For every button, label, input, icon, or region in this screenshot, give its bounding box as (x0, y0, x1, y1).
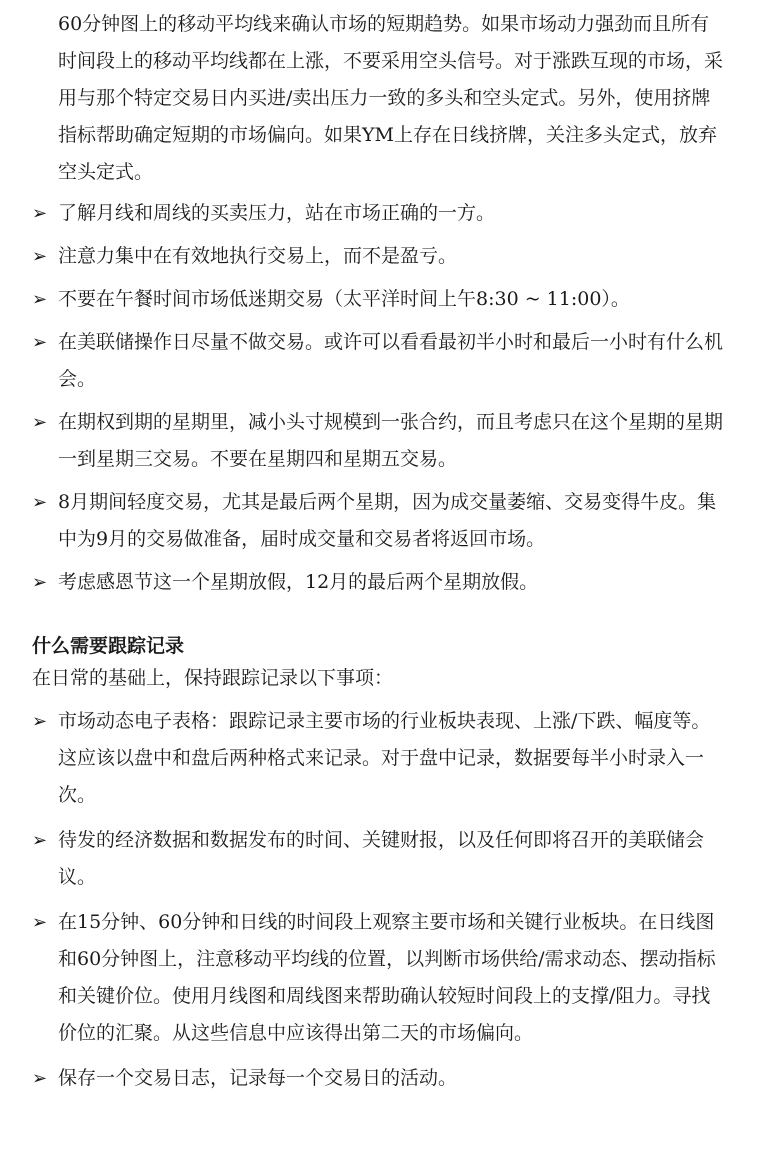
list-item-text: 考虑感恩节这一个星期放假，12月的最后两个星期放假。 (58, 571, 539, 593)
list-item-text: 保存一个交易日志，记录每一个交易日的活动。 (58, 1067, 458, 1089)
arrow-bullet-icon: ➢ (32, 711, 48, 732)
arrow-bullet-icon: ➢ (32, 246, 48, 267)
list-item-text: 注意力集中在有效地执行交易上，而不是盈亏。 (58, 245, 458, 267)
arrow-bullet-icon: ➢ (32, 289, 48, 310)
arrow-bullet-icon: ➢ (32, 412, 48, 433)
list-item (32, 564, 728, 601)
arrow-bullet-icon: ➢ (32, 1068, 48, 1089)
list-item-text: 市场动态电子表格：跟踪记录主要市场的行业板块表现、上涨/下跌、幅度等。这应该以盘中和盘后两种格式来记录。对于盘中记录，数据要每半小时录入一次。 (58, 710, 711, 806)
list-item (32, 904, 728, 1052)
arrow-bullet-icon: ➢ (32, 332, 48, 353)
list-item-text: 了解月线和周线的买卖压力，站在市场正确的一方。 (58, 202, 496, 224)
list-item-text: 在15分钟、60分钟和日线的时间段上观察主要市场和关键行业板块。在日线图和60分钟图上，注意移动平均线的位置，以判断市场供给/需求动态、摆动指标和关键价位。使用月线图和周线图来帮助确认较短时间段上的支撑/阻力。寻找价位的汇聚。从这些信息中应该得出第二天的市场偏向。 (58, 911, 716, 1044)
list-item (32, 404, 728, 478)
list-item (32, 324, 728, 398)
list-item (32, 484, 728, 558)
arrow-bullet-icon: ➢ (32, 203, 48, 224)
arrow-bullet-icon: ➢ (32, 572, 48, 593)
intro-paragraph: 60分钟图上的移动平均线来确认市场的短期趋势。如果市场动力强劲而且所有时间段上的移动平均线都在上涨，不要采用空头信号。对于涨跌互现的市场，采用与那个特定交易日内买进/卖出压力一致的多头和空头定式。另外，使用挤牌指标帮助确定短期的市场偏向。如果YM上存在日线挤牌，关注多头定式，放弃空头定式。 (58, 13, 724, 183)
tracking-list (32, 703, 728, 1097)
list-item (32, 1060, 728, 1097)
list-item-text: 8月期间轻度交易，尤其是最后两个星期，因为成交量萎缩、交易变得牛皮。集中为9月的交易做准备，届时成交量和交易者将返回市场。 (58, 491, 717, 550)
list-item-text: 在期权到期的星期里，减小头寸规模到一张合约，而且考虑只在这个星期的星期一到星期三交易。不要在星期四和星期五交易。 (58, 411, 724, 470)
arrow-bullet-icon: ➢ (32, 912, 48, 933)
list-item (32, 238, 728, 275)
tips-list (32, 195, 728, 601)
arrow-bullet-icon: ➢ (32, 492, 48, 513)
list-item-text: 不要在午餐时间市场低迷期交易（太平洋时间上午8:30 ~ 11:00）。 (58, 288, 630, 310)
list-item-text: 待发的经济数据和数据发布的时间、关键财报，以及任何即将召开的美联储会议。 (58, 829, 705, 888)
list-item (32, 195, 728, 232)
list-item (32, 822, 728, 896)
arrow-bullet-icon: ➢ (32, 830, 48, 851)
list-item (32, 281, 728, 318)
section-heading: 什么需要跟踪记录 (32, 635, 185, 657)
list-item-text: 在美联储操作日尽量不做交易。或许可以看看最初半小时和最后一小时有什么机会。 (58, 331, 724, 390)
list-item (32, 703, 728, 814)
section-intro: 在日常的基础上，保持跟踪记录以下事项： (32, 667, 394, 689)
